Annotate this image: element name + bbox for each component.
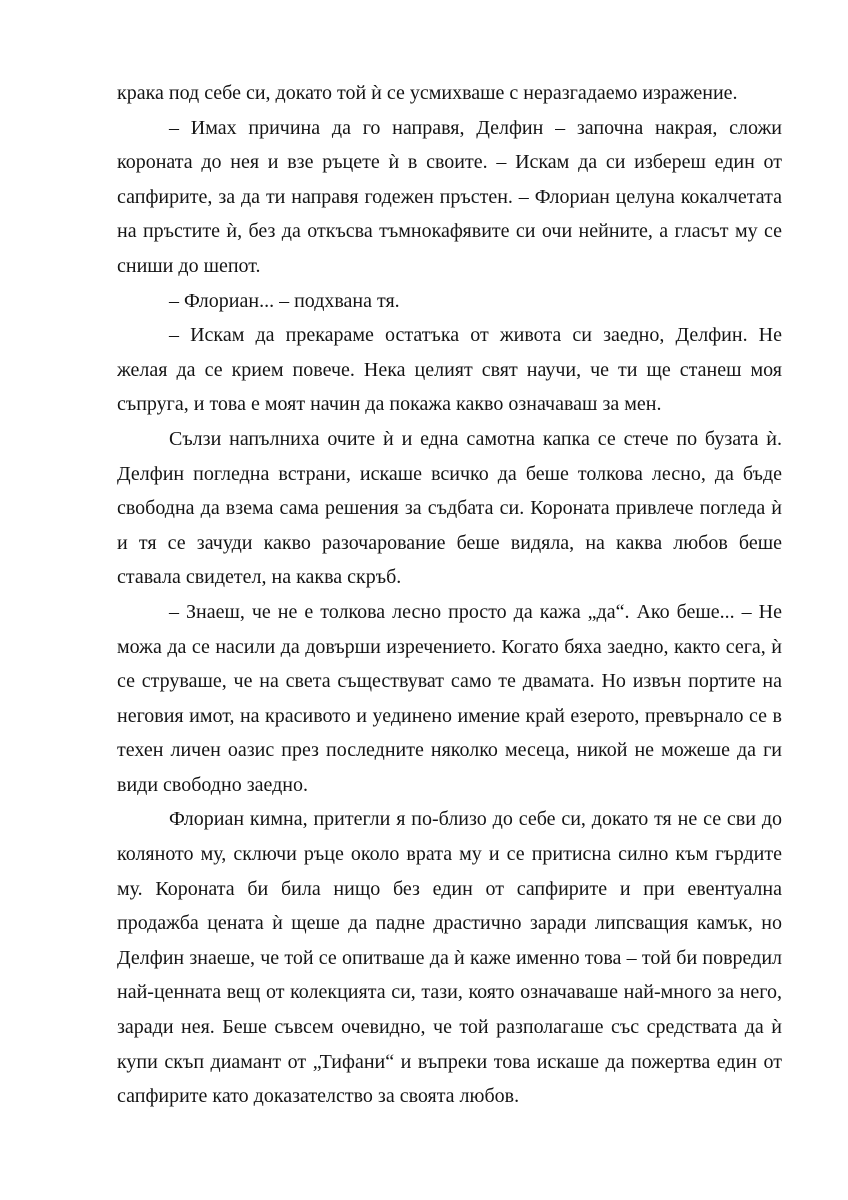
text-line: ставала свидетел, на каква скръб. [117, 566, 402, 589]
paragraph [117, 111, 782, 284]
text-line: и тя се зачуди какво разочарование беше видяла, на каква любов беше [117, 531, 782, 554]
text-block [117, 76, 782, 1114]
text-line: – Знаеш, че не е толкова лесно просто да кажа „да“. Ако беше... – Не [169, 600, 782, 623]
text-line: можа да се насили да довърши изречението. Когато бяха заедно, както сега, ѝ [117, 635, 782, 658]
text-line: Делфин знаеше, че той се опитваше да ѝ каже именно това – той би повредил [117, 946, 782, 969]
text-line: Сълзи напълниха очите ѝ и една самотна капка се стече по бузата ѝ. [169, 427, 782, 450]
text-line: се струваше, че на света съществуват само те двамата. Но извън портите на [117, 670, 782, 693]
text-line: купи скъп диамант от „Тифани“ и въпреки това искаше да пожертва един от [117, 1050, 782, 1073]
text-line: – Имах причина да го направя, Делфин – започна накрая, сложи [169, 116, 782, 139]
paragraph [117, 76, 782, 111]
text-line: – Искам да прекараме остатъка от живота си заедно, Делфин. Не [169, 324, 782, 347]
text-line: неговия имот, на красивото и уединено имение край езерото, превърнало се в [117, 704, 782, 727]
text-line: Флориан кимна, притегли я по-близо до себе си, докато тя не се сви до [169, 808, 782, 831]
text-line: най-ценната вещ от колекцията си, тази, която означаваше най-много за него, [117, 981, 782, 1004]
text-line: крака под себе си, докато той ѝ се усмихваше с неразгадаемо изражение. [117, 82, 738, 104]
text-line: техен личен оазис през последните няколко месеца, никой не можеше да ги [117, 739, 782, 762]
text-line: – Флориан... – подхвана тя. [169, 289, 400, 312]
paragraph [117, 318, 782, 422]
text-line: коляното му, сключи ръце около врата му и се притисна силно към гърдите [117, 843, 782, 866]
text-line: сапфирите като доказателство за своята любов. [117, 1085, 520, 1108]
text-line: короната до нея и взе ръцете ѝ в своите. – Искам да си избереш един от [117, 151, 782, 174]
text-line: сапфирите, за да ти направя годежен пръстен. – Флориан целуна кокалчетата [117, 185, 782, 208]
text-line: на пръстите ѝ, без да откъсва тъмнокафявите си очи нейните, а гласът му се [117, 220, 782, 243]
text-line: Делфин погледна встрани, искаше всичко да беше толкова лесно, да бъде [117, 462, 782, 485]
text-line: види свободно заедно. [117, 773, 308, 796]
paragraph [117, 422, 782, 595]
text-line: продажба цената ѝ щеше да падне драстично заради липсващия камък, но [117, 912, 782, 935]
paragraph [117, 284, 782, 319]
paragraph [117, 802, 782, 1113]
text-line: заради нея. Беше съвсем очевидно, че той разполагаше със средствата да ѝ [117, 1016, 782, 1039]
text-line: желая да се крием повече. Нека целият свят научи, че ти ще станеш моя [117, 358, 782, 381]
paragraph [117, 595, 782, 803]
text-line: му. Короната би била нищо без един от сапфирите и при евентуална [117, 877, 782, 900]
text-line: съпруга, и това е моят начин да покажа какво означаваш за мен. [117, 393, 662, 416]
text-line: сниши до шепот. [117, 254, 261, 277]
text-line: свободна да взема сама решения за съдбата си. Короната привлече погледа ѝ [117, 497, 782, 520]
